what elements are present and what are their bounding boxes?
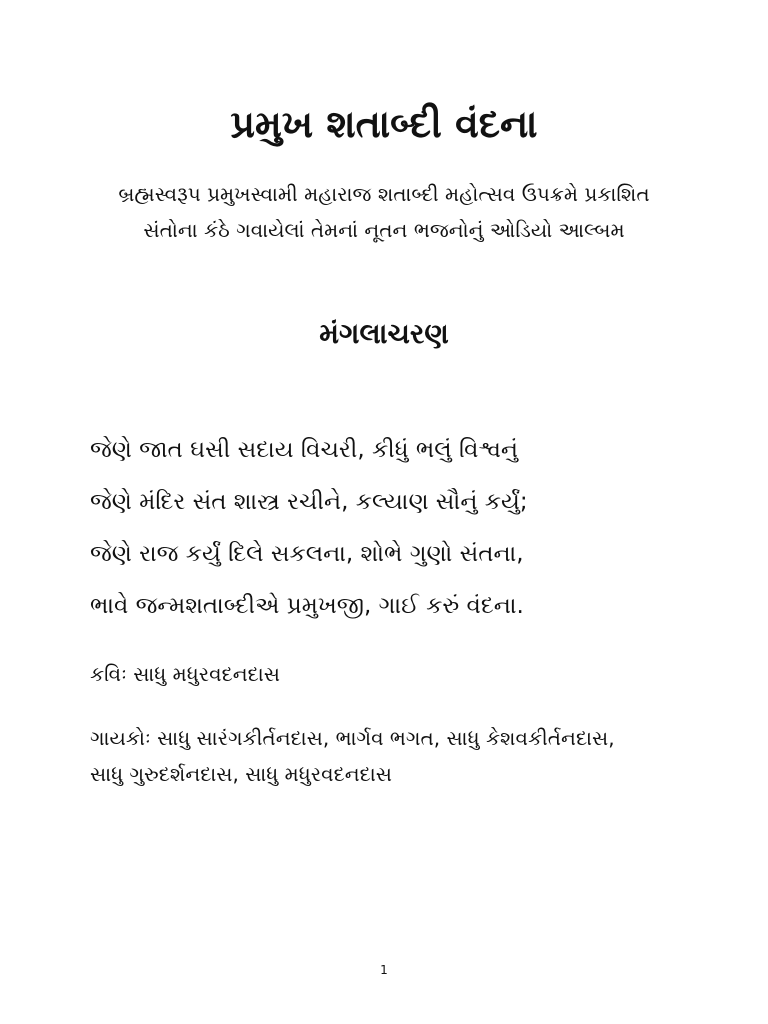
- singers-line: ગાયકોઃ સાધુ સારંગકીર્તનદાસ, ભાર્ગવ ભગત, સાધુ કેશવકીર્તનદાસ,: [90, 726, 615, 750]
- verse-line: ભાવે જન્મશતાબ્દીએ પ્રમુખજી, ગાઈ કરું વંદના.: [90, 593, 524, 619]
- verse-line: જેણે રાજ કર્યું દિલે સકલના, શોભે ગુણો સંતના,: [90, 541, 524, 567]
- section-heading: મંગલાચરણ: [319, 317, 449, 350]
- singers-line: સાધુ ગુરુદર્શનદાસ, સાધુ મધુરવદનદાસ: [90, 762, 392, 786]
- verse-block: [90, 424, 730, 632]
- verse-line: જેણે મંદિર સંત શાસ્ત્ર રચીને, કલ્યાણ સૌનું કર્યું;: [90, 489, 528, 515]
- verse-line: જેણે જાત ઘસી સદાય વિચરી, કીધું ભલું વિશ્વનું: [90, 437, 519, 463]
- subtitle-line: સંતોના કંઠે ગવાયેલાં તેમનાં નૂતન ભજનોનું ઓડિયો આલ્બમ: [143, 218, 625, 242]
- poet-credit: કવિઃ સાધુ મધુરવદનદાસ: [90, 662, 280, 686]
- subtitle: [40, 176, 728, 248]
- singers-credit: [90, 720, 710, 792]
- page-title: પ્રમુખ શતાબ્દી વંદના: [230, 102, 538, 146]
- page-number: 1: [380, 963, 388, 977]
- subtitle-line: બ્રહ્મસ્વરૂપ પ્રમુખસ્વામી મહારાજ શતાબ્દી મહોત્સવ ઉપક્રમે પ્રકાશિત: [118, 182, 650, 206]
